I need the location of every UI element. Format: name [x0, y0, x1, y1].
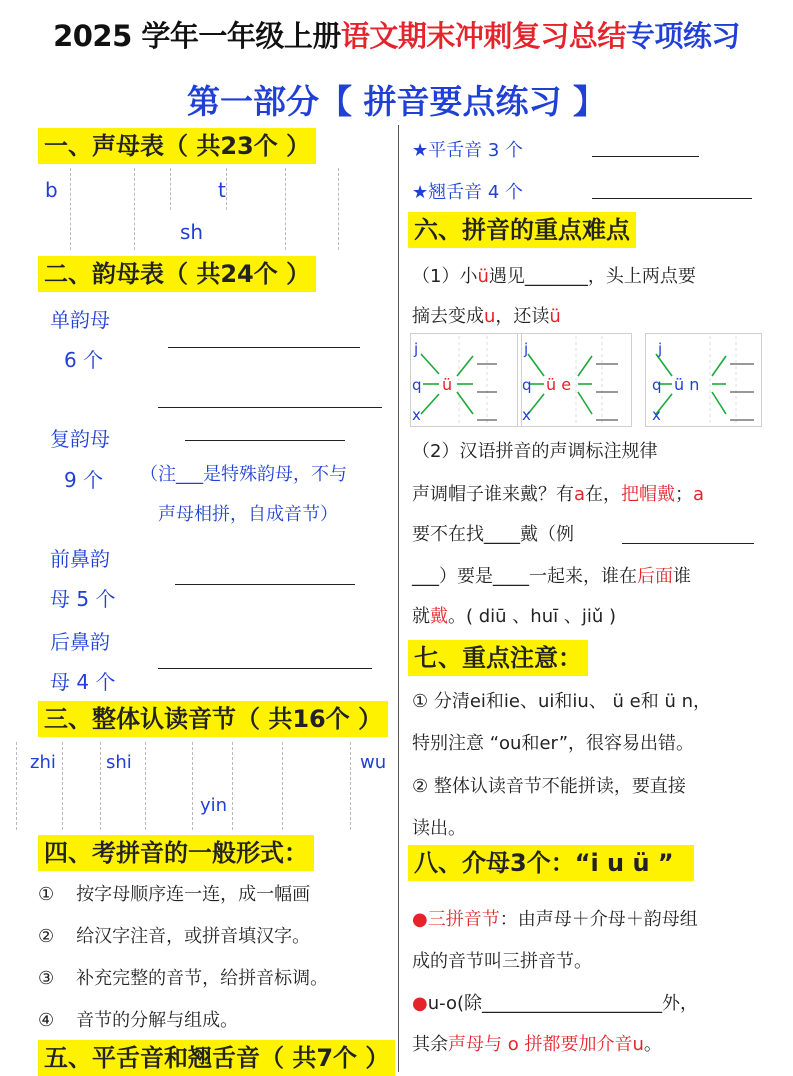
- list-item: [38, 922, 310, 948]
- item-text: 给汉字注音，或拼音填汉字。: [76, 926, 311, 947]
- rule-2-line-3: [412, 562, 691, 588]
- syllable-zhi: zhi: [30, 752, 56, 773]
- three-spell-line-1: [412, 905, 698, 931]
- consonant-sh: sh: [180, 220, 204, 244]
- text: 谁: [673, 566, 691, 587]
- title-mid: 语文期末冲刺复习总结: [340, 19, 626, 53]
- list-item: [38, 1006, 238, 1032]
- text: 摘去变成: [412, 306, 484, 327]
- qian-label-2: 母 5 个: [50, 587, 116, 611]
- consonant-b: b: [45, 178, 58, 202]
- text-red: 后面: [637, 566, 673, 587]
- letter-j: j: [658, 340, 663, 358]
- grid-line: [70, 168, 71, 250]
- qiao-she-label: ★翘舌音 4 个: [412, 182, 524, 203]
- center-vowel: ü: [442, 375, 453, 394]
- text: ，还读: [495, 306, 550, 327]
- u-umlaut: ü: [549, 306, 561, 327]
- special-note-1: （注___是特殊韵母，不与: [140, 464, 347, 485]
- grid-line: [170, 168, 171, 210]
- rule-2-line-1: [412, 480, 704, 506]
- diagram-box: [410, 333, 522, 427]
- item-text: 音节的分解与组成。: [76, 1010, 239, 1031]
- rule-2-title: （2）汉语拼音的声调标注规律: [412, 441, 658, 462]
- letter-x: x: [652, 406, 661, 424]
- uo-line-1: [412, 989, 698, 1015]
- answer-line: [592, 198, 752, 199]
- grid-line: [350, 742, 351, 830]
- uo-line-2: [412, 1030, 662, 1056]
- answer-line: [158, 668, 372, 669]
- ping-she-label: ★平舌音 3 个: [412, 140, 524, 161]
- page-subtitle: 第一部分【 拼音要点练习 】: [187, 82, 606, 121]
- note-line-1: ① 分清ei和ie、ui和iu、 ü e和 ü n，: [412, 691, 712, 712]
- item-text: 按字母顺序连一连，成一幅画: [76, 884, 311, 905]
- answer-line: [168, 347, 360, 348]
- text-red: 把帽戴: [621, 484, 676, 505]
- note-line-3: ② 整体认读音节不能拼读，要直接: [412, 776, 686, 797]
- text: （1）小: [412, 266, 478, 287]
- bullet: ●: [412, 993, 428, 1014]
- text: 声调帽子谁来戴？有: [412, 484, 574, 505]
- text: ：由声母＋介母＋韵母组: [499, 909, 698, 930]
- hou-label-2: 母 4 个: [50, 670, 116, 694]
- list-item: [38, 880, 310, 906]
- u-letter: u: [484, 306, 496, 327]
- item-number: ③: [38, 968, 55, 989]
- text: 。: [643, 1034, 662, 1055]
- answer-line: [592, 156, 699, 157]
- section-5-heading: 五、平舌音和翘舌音（ 共7个 ）: [38, 1040, 395, 1076]
- arrow-diagram: [411, 334, 521, 426]
- section-2-heading: 二、韵母表（ 共24个 ）: [38, 256, 316, 292]
- text: 就: [412, 606, 430, 627]
- fu-label-1: 复韵母: [50, 427, 110, 451]
- rule-2-line-2: 要不在找____戴（例: [412, 524, 574, 545]
- grid-line: [232, 742, 233, 830]
- letter-x: x: [522, 406, 531, 424]
- grid-line: [285, 168, 286, 250]
- item-number: ①: [38, 884, 55, 905]
- section-3-heading: 三、整体认读音节（ 共16个 ）: [38, 701, 388, 737]
- diagram-box: [645, 333, 762, 427]
- syllable-shi: shi: [106, 752, 132, 773]
- text: 。( diū 、huī 、jiǔ ): [448, 606, 616, 627]
- arrow-diagram: [518, 334, 631, 426]
- arrow-diagram: [646, 334, 761, 426]
- text-red: 戴: [430, 606, 448, 627]
- grid-line: [134, 168, 135, 250]
- letter-q: q: [412, 376, 422, 394]
- text: ；: [675, 484, 694, 505]
- rule-1-line-1: [412, 262, 696, 288]
- grid-line: [226, 168, 227, 210]
- syllable-wu: wu: [360, 752, 387, 773]
- answer-line: [158, 407, 382, 408]
- answer-line: [622, 543, 754, 544]
- diagram-box: [517, 333, 632, 427]
- grid-line: [100, 742, 101, 830]
- dan-label-2: 6 个: [64, 348, 104, 372]
- text: ___）要是____一起来，谁在: [412, 566, 637, 587]
- letter-x: x: [412, 406, 421, 424]
- text: 其余: [412, 1034, 448, 1055]
- letter-q: q: [652, 376, 662, 394]
- letter-j: j: [414, 340, 419, 358]
- title-end: 专项练习: [625, 19, 740, 53]
- u-umlaut: ü: [477, 266, 489, 287]
- rule-1-line-2: [412, 302, 561, 328]
- answer-line: [175, 584, 355, 585]
- hou-label-1: 后鼻韵: [50, 630, 110, 654]
- item-number: ④: [38, 1010, 55, 1031]
- answer-line: [185, 440, 345, 441]
- grid-line: [282, 742, 283, 830]
- column-divider: [398, 125, 399, 1072]
- letter-a: a: [574, 484, 586, 505]
- letter-j: j: [524, 340, 529, 358]
- note-line-4: 读出。: [412, 818, 466, 839]
- title-year: 2025 学年一年级上册: [53, 19, 341, 53]
- text-red: 声母与 o 拼都要加介音u: [448, 1034, 644, 1055]
- center-vowel: ü e: [546, 375, 572, 394]
- grid-line: [192, 742, 193, 830]
- item-text: 补充完整的音节，给拼音标调。: [76, 968, 329, 989]
- grid-line: [338, 168, 339, 250]
- section-8-heading: 八、介母3个：“i u ü ”: [408, 845, 694, 881]
- section-6-heading: 六、拼音的重点难点: [408, 212, 636, 248]
- text: u-o(除____________________外，: [427, 993, 698, 1014]
- grid-line: [145, 742, 146, 830]
- center-vowel: ü n: [674, 375, 700, 394]
- dan-label-1: 单韵母: [50, 308, 110, 332]
- text: 遇见_______，头上两点要: [488, 266, 696, 287]
- list-item: [38, 964, 328, 990]
- text: 在，: [585, 484, 622, 505]
- note-line-2: 特别注意 “ou和er”，很容易出错。: [412, 733, 695, 754]
- fu-label-2: 9 个: [64, 468, 104, 492]
- grid-line: [62, 742, 63, 830]
- syllable-yin: yin: [200, 795, 228, 816]
- grid-line: [16, 742, 17, 830]
- section-7-heading: 七、重点注意：: [408, 640, 588, 676]
- letter-a: a: [693, 484, 705, 505]
- three-spell-line-2: 成的音节叫三拼音节。: [412, 951, 592, 972]
- item-number: ②: [38, 926, 55, 947]
- section-4-heading: 四、考拼音的一般形式：: [38, 835, 314, 871]
- page-title: [0, 14, 793, 55]
- rule-2-line-4: [412, 602, 616, 628]
- letter-q: q: [522, 376, 532, 394]
- qian-label-1: 前鼻韵: [50, 547, 110, 571]
- section-1-heading: 一、声母表（ 共23个 ）: [38, 128, 316, 164]
- text-red: ●三拼音节: [412, 909, 500, 930]
- consonant-t: t: [218, 178, 226, 202]
- special-note-2: 声母相拼，自成音节）: [158, 504, 338, 525]
